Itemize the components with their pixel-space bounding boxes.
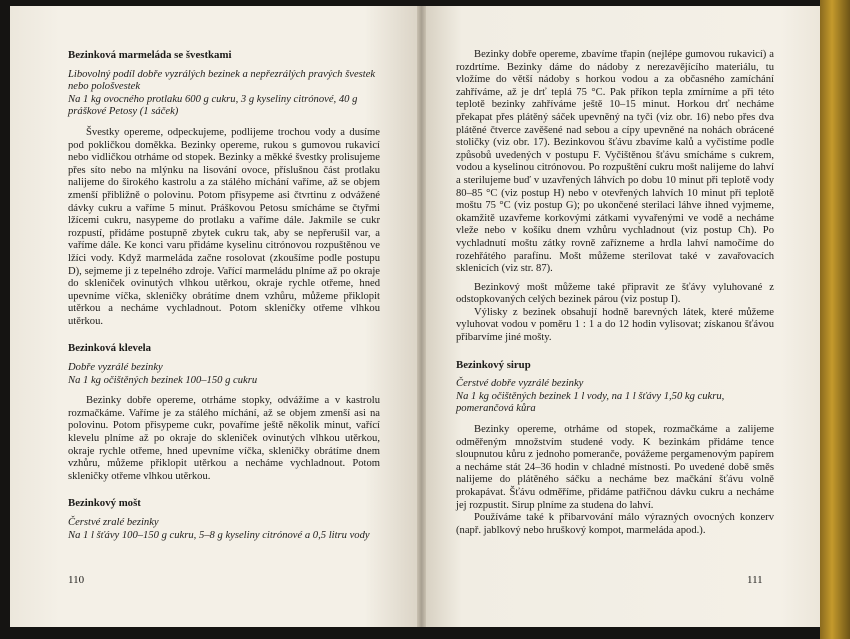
ingredients-must — [68, 517, 380, 542]
ingredient-line: Na 1 kg očištěných bezinek 1 l vody, na 1 l šťávy 1,50 kg cukru, pomerančová kůra — [456, 390, 725, 415]
ingredients-syrup — [456, 378, 774, 416]
ingredient-line: Na 1 kg očištěných bezinek 100–150 g cukru — [68, 374, 258, 386]
right-page-text — [456, 49, 774, 537]
left-page — [10, 6, 422, 627]
syrup-usage-note: Používáme také k přibarvování málo výrazných ovocných konzerv (např. jablkový nebo hruškový kompot, marmeláda apod.). — [456, 512, 774, 536]
book-gutter — [417, 6, 426, 627]
recipe-body-marmalade: Švestky opereme, odpeckujeme, podlijeme trochou vody a dusíme pod pokličkou doměkka. Bezinky opereme, rukou s gumovou rukavicí nebo vidličkou otrháme od stopek. Bezinky a měkké švestky prolisujeme přes síto nebo na mlýnku na lisování ovoce, příslušnou část protlaku nalijeme do širokého kastrolu a za stálého míchání vaříme, až se objem zmenší přibližně o polovinu. Potom přisypeme asi čtvrtinu z odvážené dávky cukru a vaříme 5 minut. Práškovou Petosu smícháme se čtyřmi lžícemi cukru, nasypeme do protlaku a vaříme dále. Jakmile se cukr rozpustí, přidáme postupně zbytek cukru tak, aby se nepřerušil var, a vaříme dále. Ke konci varu přidáme kyselinu citrónovou rozpuštěnou ve lžíci vody. Když marmeláda začne rosolovat (zkoušíme podle postupu D), sejmeme ji z tepelného zdroje. Vařící marmeládu plníme až po okraje do skleniček ovinutých vlhkou utěrkou, okraje rychle otřeme, hned upevníme víčka, skleničky obrátíme dnem vzhůru, můžeme přiklopit utěrkou a necháme vychladnout. Potom skleničky otřeme vlhkou utěrkou. — [68, 126, 380, 327]
ingredient-line: Na 1 l šťávy 100–150 g cukru, 5–8 g kyseliny citrónové a 0,5 litru vody — [68, 529, 370, 541]
recipe-body-syrup: Bezinky opereme, otrháme od stopek, rozmačkáme a zalijeme odměřeným množstvím studené vody. K bezinkám přidáme tence sloupnutou kůru z jednoho pomeranče, povážeme pergamenovým papírem a necháme stát 24–36 hodin v chladné místnosti. Po uvedené době směs nalijeme do plátěného sáčku a necháme bez mačkání šťávu volně prokapávat. Šťávu odměříme, přidáme patřičnou dávku cukru a necháme jej rozpustit. Sirup plníme za studena do lahví. — [456, 424, 774, 511]
ingredients-klevela — [68, 362, 380, 387]
ingredients-marmalade — [68, 69, 380, 119]
pomace-note: Výlisky z bezinek obsahují hodně barevných látek, které můžeme vyluhovat vodou v poměru 1 : 1 a do 12 hodin vylisovat; získanou šťávou přibarvíme jiné mošty. — [456, 306, 774, 344]
ingredient-line: Čerstvé dobře vyzrálé bezinky — [456, 378, 584, 390]
ingredient-line: Na 1 kg ovocného protlaku 600 g cukru, 3 g kyseliny citrónové, 40 g práškové Petosy (1 sáček) — [68, 93, 358, 118]
recipe-title-marmalade: Bezinková marmeláda se švestkami — [68, 49, 232, 61]
ingredient-line: Dobře vyzrálé bezinky — [68, 362, 163, 374]
must-instructions: Bezinky dobře opereme, zbavíme třapin (nejlépe gumovou rukavicí) a rozdrtíme. Bezinky dáme do nádoby z nerezavějícího materiálu, tu vložíme do větší nádoby s horkou vodou a za občasného zamíchání zahříváme, až je drť teplá 75 °C. Pak příkon tepla zmírníme a při této teplotě bezinky zahříváme ještě 10–15 minut. Horkou drť necháme překapat přes plátěný sáček upevněný na tyči (viz obr. 16) nebo přes dva plátěné čtverce zavěšené nad sebou a cípy upevněné na nohách obrácené stoličky (viz obr. 17). Bezinkovou šťávu zbavíme kalů a vyčistíme podle způsobů uvedených v postupu F. Vyčištěnou šťávu smícháme s cukrem, vodou a kyselinou citrónovou. Po rozpuštění cukru mošt nalijeme do lahví a sterilujeme buď v uzavřených láhvích po dobu 10 minut při teplotě vody 80–85 °C (viz postup H) nebo v otevřených lahvích 10 minut při teplotě moštu 75 °C (viz postup G); po ukončené sterilaci láhve ihned vyjmeme, okamžitě uzavřeme korkovými zátkami vyvařenými ve vodě a necháme vleže nebo v košíku dnem vzhůru vychladnout (viz postup Ch). Po vychladnutí moštu zátky rovně zařízneme a hrdla lahví namočíme do rozehřátého parafínu. Mošt můžeme sterilovat také v zavařovacích sklenicích (viz str. 87). — [456, 49, 774, 275]
recipe-body-klevela: Bezinky dobře opereme, otrháme stopky, odvážíme a v kastrolu rozmačkáme. Vaříme je za stálého míchání, až se objem zmenší asi na polovinu. Potom přisypeme cukr, povaříme ještě několik minut, vařící klevelu plníme až po okraje do skleniček ovinutých vlhkou utěrkou, okraje rychle otřeme, hned upevníme víčka, skleničky obrátíme dnem vzhůru, můžeme přiklopit utěrkou a necháme vychladnout. Potom skleničky otřeme vlhkou utěrkou. — [68, 395, 380, 482]
left-page-text — [68, 49, 380, 550]
ingredient-line: Čerstvé zralé bezinky — [68, 517, 159, 528]
recipe-title-klevela: Bezinková klevela — [68, 342, 152, 355]
page-number-right: 111 — [747, 574, 763, 586]
ingredient-line: Libovolný podíl dobře vyzrálých bezinek a nepřezrálých pravých švestek nebo pološvestek — [68, 68, 376, 93]
book-cover-edge — [820, 0, 850, 639]
recipe-title-must: Bezinkový mošt — [68, 497, 141, 510]
must-steam-note: Bezinkový mošt můžeme také připravit ze šťávy vyluhované z odstopkovaných celých bezinek párou (viz postup I). — [456, 281, 774, 306]
right-page — [422, 6, 820, 627]
page-number-left: 110 — [68, 574, 85, 586]
recipe-title-syrup: Bezinkový sirup — [456, 358, 531, 371]
